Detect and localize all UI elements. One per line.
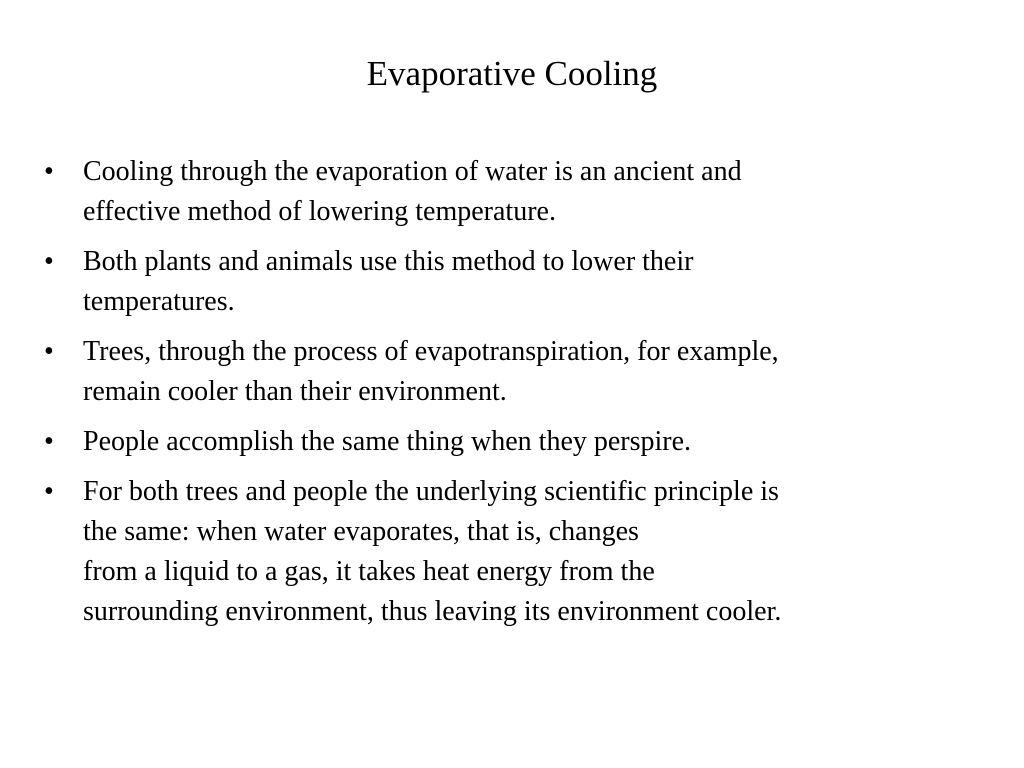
bullet-item	[44, 422, 964, 462]
bullet-marker: •	[44, 336, 54, 367]
bullet-text-line: the same: when water evaporates, that is, changes	[83, 516, 639, 547]
bullet-item	[44, 472, 964, 632]
bullet-list	[44, 152, 964, 642]
bullet-text-line: People accomplish the same thing when they perspire.	[83, 426, 692, 457]
bullet-marker: •	[44, 426, 54, 457]
bullet-text-line: remain cooler than their environment.	[83, 376, 507, 407]
slide-title: Evaporative Cooling	[366, 54, 658, 93]
bullet-text-line: surrounding environment, thus leaving its environment cooler.	[83, 596, 782, 627]
bullet-text-line: effective method of lowering temperature.	[83, 196, 556, 227]
bullet-text-line: from a liquid to a gas, it takes heat energy from the	[83, 556, 655, 587]
bullet-item	[44, 152, 964, 232]
bullet-text-line: Trees, through the process of evapotranspiration, for example,	[83, 336, 779, 367]
bullet-marker: •	[44, 156, 54, 187]
bullet-marker: •	[44, 476, 54, 507]
bullet-item	[44, 332, 964, 412]
bullet-text-line: Both plants and animals use this method to lower their	[83, 246, 694, 277]
bullet-text-line: temperatures.	[83, 286, 235, 317]
bullet-item	[44, 242, 964, 322]
bullet-text-line: For both trees and people the underlying scientific principle is	[83, 476, 779, 507]
bullet-text-line: Cooling through the evaporation of water is an ancient and	[83, 156, 742, 187]
bullet-marker: •	[44, 246, 54, 277]
